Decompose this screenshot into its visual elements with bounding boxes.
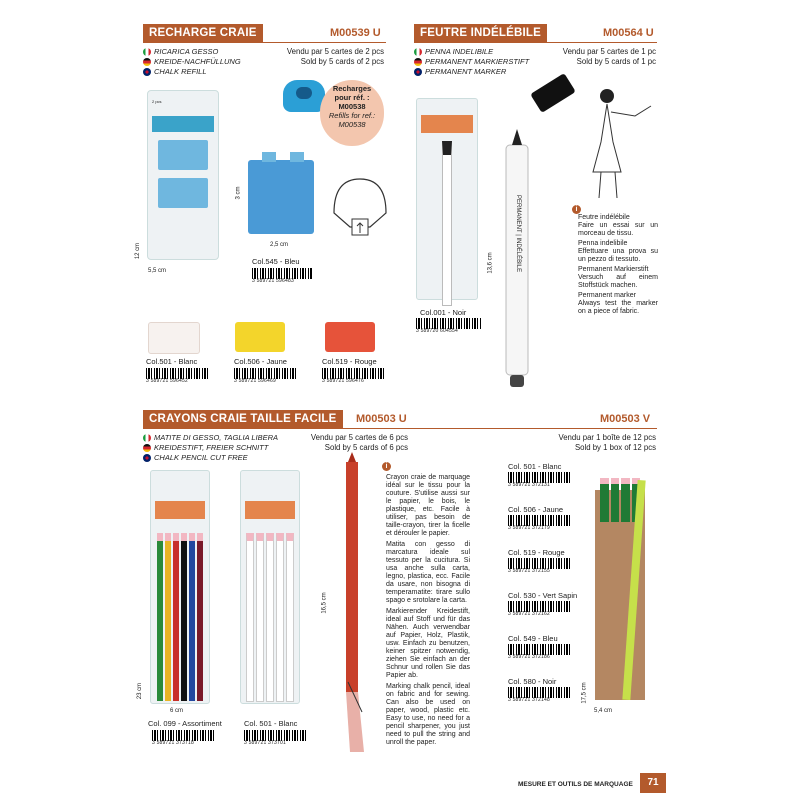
section-title-feutre: FEUTRE INDÉLÉBILE [414, 24, 547, 42]
sold-info [287, 47, 384, 67]
marker-info [578, 214, 658, 316]
barcode-number: 3 589721 372162 [508, 611, 550, 617]
sold-en: Sold by 5 cards of 2 pcs [300, 57, 384, 66]
dim-16-5cm: 16,5 cm [321, 592, 328, 614]
pencil-box-pencils [600, 478, 640, 522]
dim-5-4cm: 5,4 cm [594, 708, 613, 714]
marker-label: PERMANENT | INDÉLÉBILE [515, 195, 521, 273]
chalk-red-image [325, 322, 375, 352]
footer-title: MESURE ET OUTILS DE MARQUAGE [518, 781, 633, 788]
sold-en: Sold by 5 cards of 1 pc [576, 57, 656, 66]
chalk-yellow-image [235, 322, 285, 352]
pencil-package-white-image [240, 470, 300, 704]
barcode [508, 515, 570, 531]
barcode-number: 3 589721 372148 [508, 697, 550, 703]
dim-23cm: 23 cm [137, 682, 144, 700]
uk-flag-icon [414, 68, 422, 76]
refill-fr1: Recharges [332, 84, 372, 93]
col-label: Col. 519 - Rouge [508, 548, 565, 557]
sold-info [563, 47, 656, 67]
section-title-recharge-craie: RECHARGE CRAIE [143, 24, 263, 42]
language-list [414, 47, 529, 77]
col-label: Col.001 - Noir [420, 308, 467, 317]
sold-en: Sold by 5 cards of 6 pcs [324, 443, 408, 452]
dim-3cm: 3 cm [235, 186, 242, 200]
refill-en2: M00538 [338, 120, 366, 129]
product-ref: M00564 U [603, 27, 654, 39]
chalk-white-image [148, 322, 200, 354]
uk-flag-icon [143, 68, 151, 76]
lang-it: RICARICA GESSO [154, 47, 219, 56]
barcode [322, 368, 384, 384]
sharpener-slot [296, 87, 312, 99]
barcode-number: 3 589720 604554 [416, 328, 458, 334]
dim-6cm: 6 cm [170, 708, 184, 714]
language-list [143, 433, 278, 463]
lang-it: PENNA INDELIBILE [425, 47, 494, 56]
barcode [508, 644, 570, 660]
fashion-sketch-image [585, 82, 655, 202]
section-line [143, 42, 386, 43]
dim-height: 12 cm [135, 242, 142, 260]
product-ref: M00503 U [356, 413, 407, 425]
pkg-label: 2 pcs [152, 99, 162, 104]
barcode [146, 368, 208, 384]
refill-fr3: M00538 [338, 102, 366, 111]
barcode-number: 3 589721 596469 [234, 378, 276, 384]
lang-en: PERMANENT MARKER [425, 67, 507, 76]
col-label: Col. 549 - Bleu [508, 634, 558, 643]
info-icon: i [572, 205, 581, 214]
info-en: Permanent marker Always test the marker on a piece of fabric. [578, 292, 658, 315]
barcode [508, 472, 570, 488]
uk-flag-icon [143, 454, 151, 462]
barcode-number: 3 589721 372179 [508, 525, 550, 531]
product-ref-box: M00503 V [600, 413, 651, 425]
sold2-en: Sold by 1 box of 12 pcs [574, 443, 656, 452]
red-chalk-pencil-image [336, 452, 376, 752]
language-list [143, 47, 241, 77]
col-label: Col. 099 - Assortiment [148, 719, 222, 728]
section-line [143, 428, 657, 429]
refill-callout [320, 80, 384, 146]
lang-it: MATITE DI GESSO, TAGLIA LIBERA [154, 433, 279, 442]
italy-flag-icon [414, 48, 422, 56]
dim-2-5cm: 2,5 cm [270, 242, 289, 248]
info-de: Markierender Kreidestift, ideal auf Stoff und für das Nähen. Auch verwendbar auf Papier, Holz, Plastik, usw. Einfach zu benutzen, keiner spitzer notwendig, ziehen Sie einfach an der Schnur und rollen Sie das Papier ab. [386, 608, 470, 679]
dim-width: 5,5 cm [148, 268, 167, 274]
italy-flag-icon [143, 48, 151, 56]
info-fr: Crayon craie de marquage idéal sur le tissu pour la couture. S'utilise aussi sur le papier, le bois, le plastique, etc. Facile à utiliser, pas besoin de taille-crayon, tirer la ficelle et dérouler le papier. [386, 474, 470, 537]
lang-de: PERMANENT MARKIERSTIFT [425, 57, 530, 66]
germany-flag-icon [143, 444, 151, 452]
sold2-fr: Vendu par 1 boîte de 12 pcs [558, 433, 656, 442]
dim-13-6cm: 13,6 cm [487, 252, 494, 274]
sold-fr: Vendu par 5 cartes de 6 pcs [310, 433, 408, 442]
barcode [252, 268, 312, 284]
barcode-number: 3 589721 596452 [146, 378, 188, 384]
col-label: Col. 580 - Noir [508, 677, 557, 686]
sold-fr: Vendu par 5 cartes de 2 pcs [286, 47, 384, 56]
lang-en: CHALK REFILL [154, 67, 207, 76]
sold-fr: Vendu par 5 cartes de 1 pc [562, 47, 656, 56]
lang-de: KREIDE-NACHFÜLLUNG [154, 57, 241, 66]
pencil-info [386, 474, 470, 747]
germany-flag-icon [414, 58, 422, 66]
col-label: Col. 501 - Blanc [508, 462, 562, 471]
section-line [414, 42, 657, 43]
pencil-package-assorted-image [150, 470, 210, 704]
refill-package-image [147, 90, 219, 260]
sold-info-box [558, 433, 656, 453]
col-label: Col.506 - Jaune [234, 357, 287, 366]
barcode-number: 3 589721 372155 [508, 568, 550, 574]
barcode [234, 368, 296, 384]
info-it: Penna indelibile Effettuare una prova su un pezzo di tessuto. [578, 240, 658, 263]
barcode [508, 601, 570, 617]
col-label: Col. 506 - Jaune [508, 505, 564, 514]
italy-flag-icon [143, 434, 151, 442]
barcode [244, 730, 306, 746]
barcode-number: 3 589721 373718 [152, 740, 194, 746]
sold-info [311, 433, 408, 453]
marker-package-image [416, 98, 478, 300]
col-label: Col.519 - Rouge [322, 357, 377, 366]
info-de: Permanent Markierstift Versuch auf einem Stoffstück machen. [578, 266, 658, 289]
barcode-number: 3 589721 596483 [252, 278, 294, 284]
barcode-number: 3 589721 372131 [508, 482, 550, 488]
section-title-crayons: CRAYONS CRAIE TAILLE FACILE [143, 410, 343, 428]
col-label: Col. 530 - Vert Sapin [508, 591, 578, 600]
info-en: Marking chalk pencil, ideal on fabric and for sewing. Can also be used on paper, wood, plastic etc. Easy to use, no need for a pencil sharpener, you just need to pull the string and unroll the paper. [386, 683, 470, 746]
col-label: Col. 501 - Blanc [244, 719, 298, 728]
product-ref: M00539 U [330, 27, 381, 39]
dim-17-5cm: 17,5 cm [581, 682, 588, 704]
barcode [152, 730, 214, 746]
barcode [416, 318, 482, 334]
barcode [508, 558, 570, 574]
germany-flag-icon [143, 58, 151, 66]
info-it: Matita con gesso di marcatura ideale sul tessuto per la cucitura. Si usa anche sulla carta, legno, plastica, ecc. Facile da usare, non bisogna di temperamatite: tirare sullo spago e srotolare la carta. [386, 541, 470, 604]
barcode-number: 3 589721 373701 [244, 740, 286, 746]
lang-en: CHALK PENCIL CUT FREE [154, 453, 248, 462]
info-icon: i [382, 462, 391, 471]
barcode [508, 687, 570, 703]
refill-fr2: pour réf. : [334, 93, 370, 102]
info-fr: Feutre indélébile Faire un essai sur un morceau de tissu. [578, 214, 658, 237]
lang-de: KREIDESTIFT, FREIER SCHNITT [154, 443, 269, 452]
refill-en1: Refills for ref.: [328, 111, 376, 120]
col-label: Col.501 - Blanc [146, 357, 198, 366]
marker-image [502, 125, 532, 395]
refill-outline-diagram [330, 175, 390, 245]
page-number: 71 [640, 773, 666, 793]
barcode-number: 3 589721 372186 [508, 654, 550, 660]
chalk-blue-tab [262, 152, 276, 162]
chalk-blue-tab [290, 152, 304, 162]
marker-cap-image [530, 73, 576, 113]
barcode-number: 3 589721 596476 [322, 378, 364, 384]
chalk-blue-image [248, 160, 314, 234]
col-label: Col.545 - Bleu [252, 257, 300, 266]
